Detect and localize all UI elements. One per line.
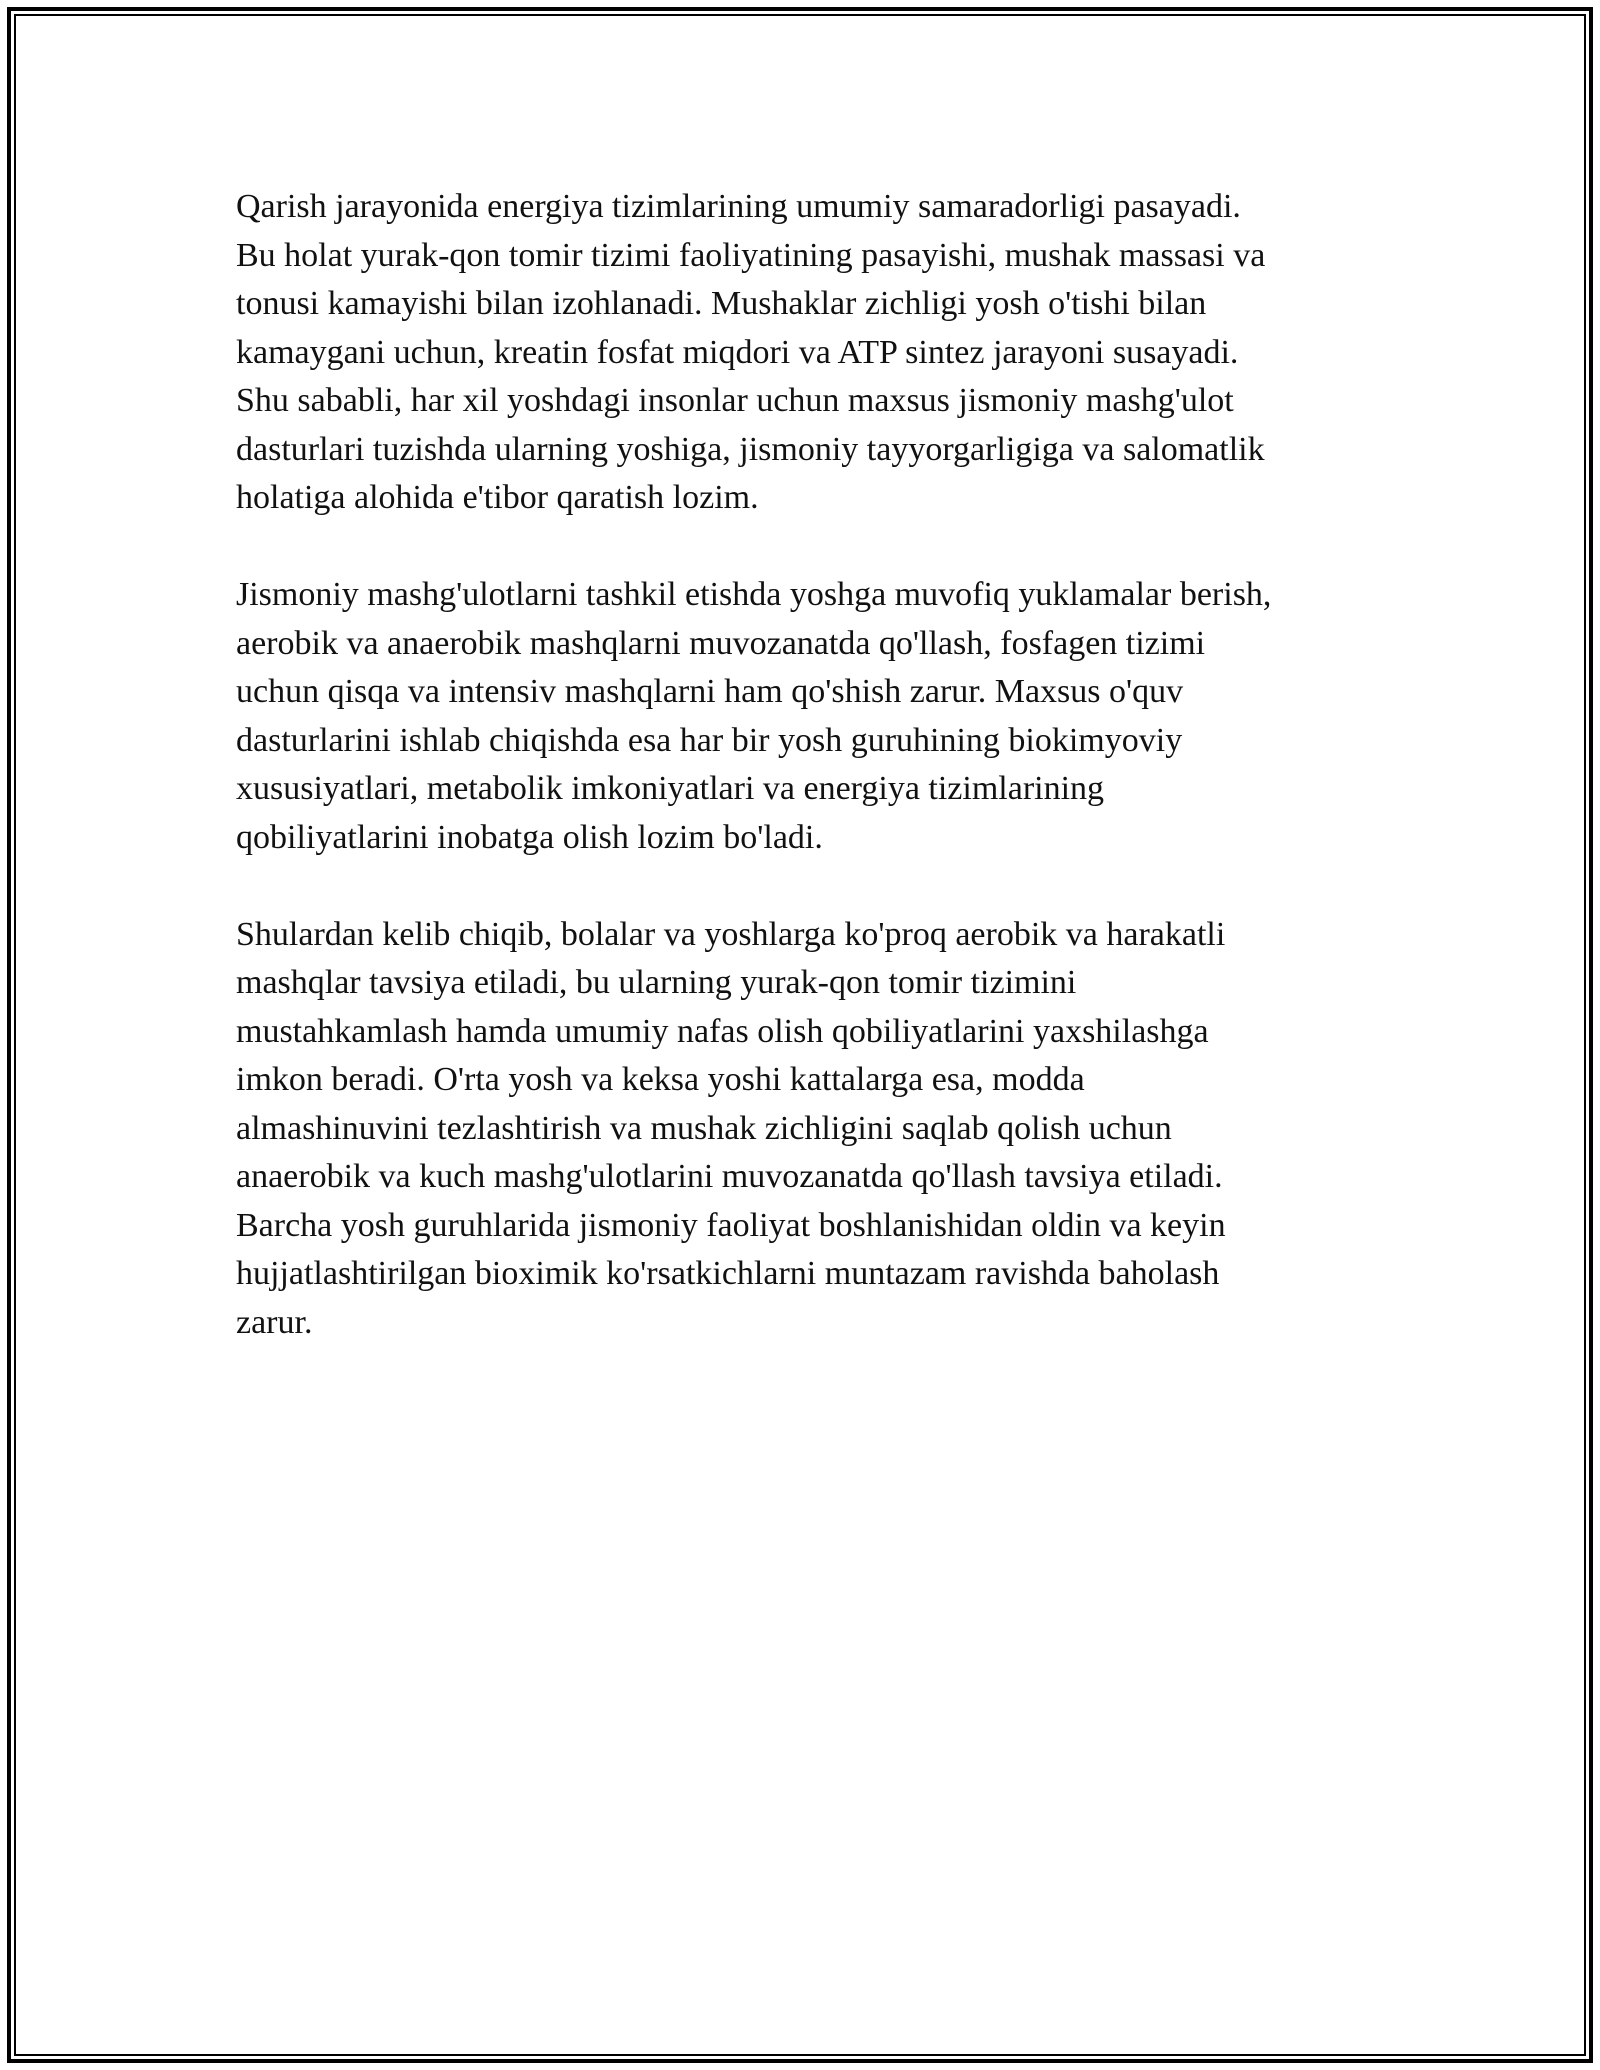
document-body [236, 183, 1366, 1396]
paragraph-1: Qarish jarayonida energiya tizimlarining umumiy samaradorligi pasayadi. Bu holat yurak-qon tomir tizimi faoliyatining pasayishi, mushak massasi va tonusi kamayishi bilan izohlanadi. Mushaklar zichligi yosh o'tishi bilan kamaygani uchun, kreatin fosfat miqdori va ATP sintez jarayoni susayadi. Shu sababli, har xil yoshdagi insonlar uchun maxsus jismoniy mashg'ulot dasturlari tuzishda ularning yoshiga, jismoniy tayyorgarligiga va salomatlik holatiga alohida e'tibor qaratish lozim. [236, 188, 1266, 516]
paragraph-3: Shulardan kelib chiqib, bolalar va yoshlarga ko'proq aerobik va harakatli mashqlar tavsiya etiladi, bu ularning yurak-qon tomir tizimini mustahkamlash hamda umumiy nafas olish qobiliyatlarini yaxshilashga imkon beradi. O'rta yosh va keksa yoshi kattalarga esa, modda almashinuvini tezlashtirish va mushak zichligini saqlab qolish uchun anaerobik va kuch mashg'ulotlarini muvozanatda qo'llash tavsiya etiladi. Barcha yosh guruhlarida jismoniy faoliyat boshlanishidan oldin va keyin hujjatlashtirilgan bioximik ko'rsatkichlarni muntazam ravishda baholash zarur. [236, 915, 1226, 1341]
paragraph-2: Jismoniy mashg'ulotlarni tashkil etishda yoshga muvofiq yuklamalar berish, aerobik va anaerobik mashqlarni muvozanatda qo'llash, fosfagen tizimi uchun qisqa va intensiv mashqlarni ham qo'shish zarur. Maxsus o'quv dasturlarini ishlab chiqishda esa har bir yosh guruhining biokimyoviy xususiyatlari, metabolik imkoniyatlari va energiya tizimlarining qobiliyatlarini inobatga olish lozim bo'ladi. [236, 576, 1272, 856]
